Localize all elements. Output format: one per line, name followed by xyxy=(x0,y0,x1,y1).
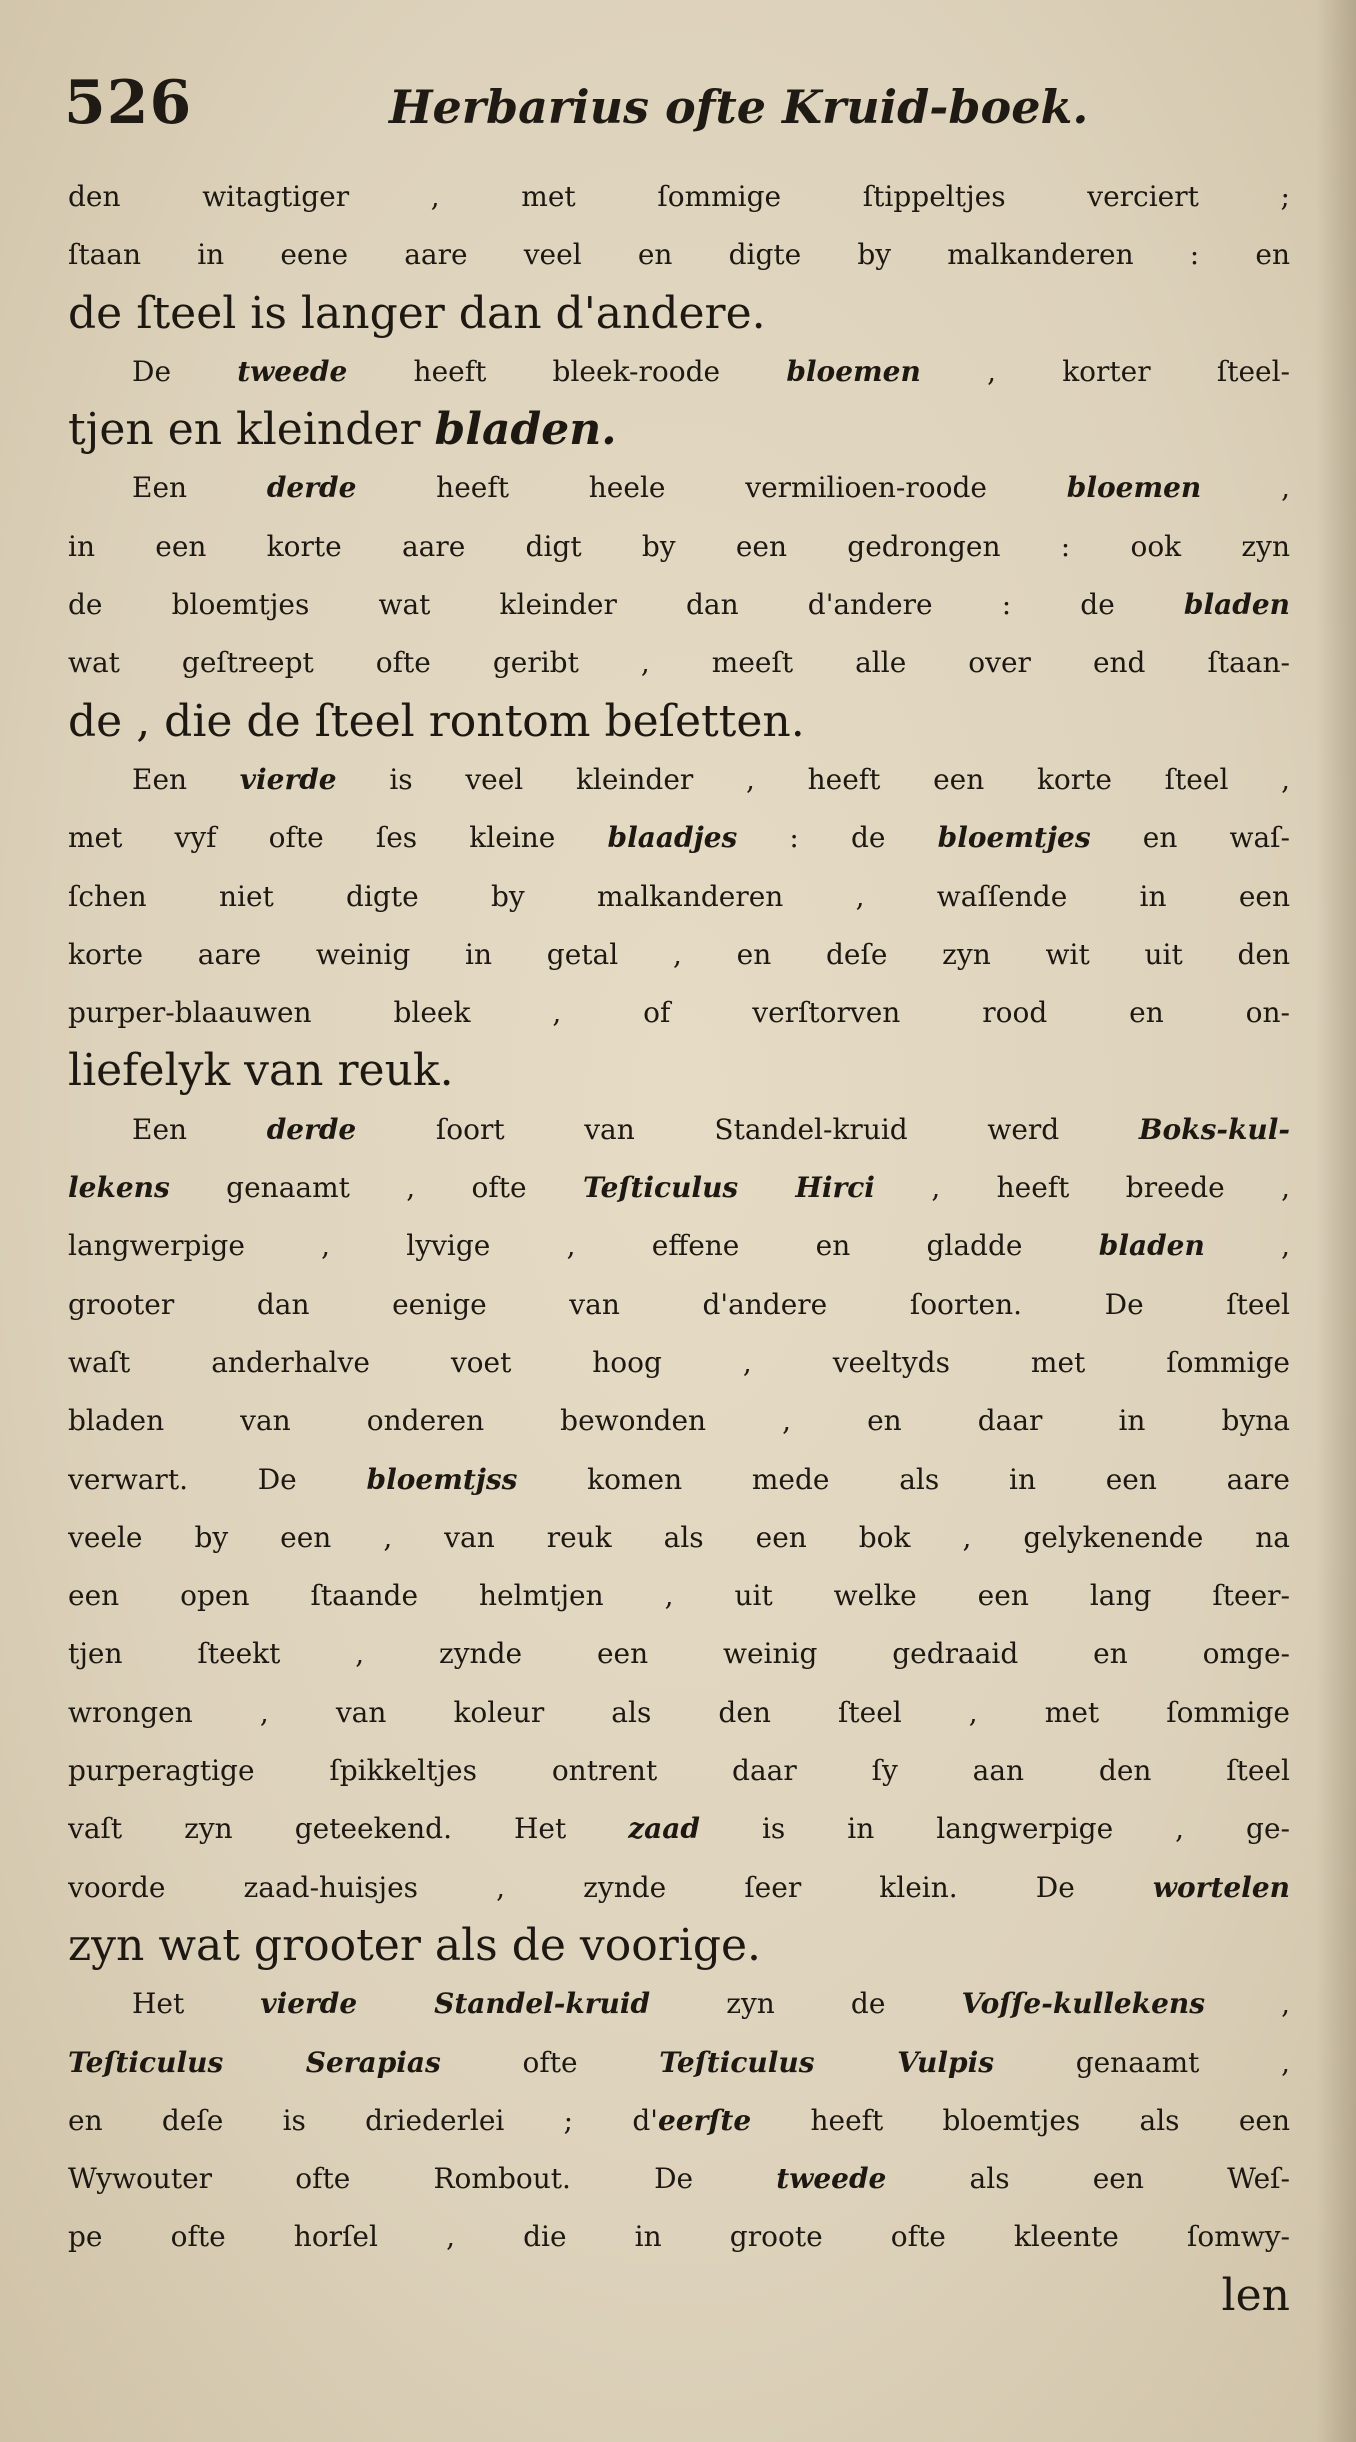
text-line xyxy=(68,285,1290,343)
text-line xyxy=(68,1101,1290,1159)
italic-term: Teſticulus Hirci xyxy=(582,1171,875,1205)
page-header xyxy=(64,68,1284,158)
text-run: , korter ſteel- xyxy=(920,354,1290,388)
italic-term: Boks-kul- xyxy=(1138,1112,1290,1146)
text-run: ſoort van Standel-kruid werd xyxy=(356,1112,1139,1146)
text-line xyxy=(68,401,1290,459)
italic-term: derde xyxy=(266,1112,357,1146)
text-line xyxy=(68,576,1290,634)
text-run: de bloemtjes wat kleinder dan d'andere : de xyxy=(68,588,1184,622)
text-run: komen mede als in een aare xyxy=(517,1462,1290,1496)
text-run: wat geſtreept ofte geribt , meeſt alle over end ſtaan- xyxy=(68,646,1290,680)
text-run: wrongen , van koleur als den ſteel , met ſommige xyxy=(68,1695,1290,1729)
italic-term: bloemen xyxy=(786,354,921,388)
text-line xyxy=(68,1684,1290,1742)
text-line xyxy=(68,1800,1290,1858)
text-line xyxy=(68,2150,1290,2208)
text-line xyxy=(68,809,1290,867)
text-run: De xyxy=(132,354,238,388)
text-line xyxy=(68,751,1290,809)
italic-term: zaad xyxy=(628,1812,700,1846)
text-line xyxy=(68,926,1290,984)
text-run: , xyxy=(1204,1229,1290,1263)
italic-term: Voſſe-kullekens xyxy=(961,1987,1206,2021)
text-run: tjen ſteekt , zynde een weinig gedraaid en omge- xyxy=(68,1637,1290,1671)
italic-term: derde xyxy=(266,471,357,505)
text-line xyxy=(68,1625,1290,1683)
italic-term: bladen. xyxy=(434,404,617,456)
text-run: is in langwerpige , ge- xyxy=(699,1812,1290,1846)
text-run: veele by een , van reuk als een bok , gelykenende na xyxy=(68,1520,1290,1554)
text-run: en waſ- xyxy=(1090,821,1290,855)
italic-term: lekens xyxy=(68,1171,170,1205)
text-run: met vyf ofte ſes kleine xyxy=(68,821,608,855)
text-run: Een xyxy=(132,471,267,505)
running-title: Herbarius ofte Kruid-boek. xyxy=(389,80,1089,134)
page-gutter-shadow xyxy=(1316,0,1356,2442)
italic-term: wortelen xyxy=(1152,1870,1290,1904)
text-line xyxy=(68,2092,1290,2150)
text-run: ofte xyxy=(440,2045,660,2079)
text-line xyxy=(68,226,1290,284)
italic-term: Teſticulus Vulpis xyxy=(659,2045,994,2079)
text-run: de , die de ſteel rontom beſetten. xyxy=(68,695,805,747)
text-line xyxy=(68,693,1290,751)
text-line xyxy=(68,1917,1290,1975)
text-run: is veel kleinder , heeft een korte ſteel , xyxy=(336,762,1290,796)
text-line xyxy=(68,168,1290,226)
text-line xyxy=(68,1334,1290,1392)
text-line xyxy=(68,518,1290,576)
text-run: waſt anderhalve voet hoog , veeltyds met ſommige xyxy=(68,1345,1290,1379)
text-run: vaſt zyn geteekend. Het xyxy=(68,1812,629,1846)
text-run: liefelyk van reuk. xyxy=(68,1045,454,1097)
text-run: heeft bloemtjes als een xyxy=(751,2103,1290,2137)
italic-term: bloemtjes xyxy=(937,821,1091,855)
text-run: een open ſtaande helmtjen , uit welke een lang ſteer- xyxy=(68,1579,1290,1613)
text-run: voorde zaad-huisjes , zynde ſeer klein. De xyxy=(68,1870,1153,1904)
text-line xyxy=(68,1859,1290,1917)
text-run: Een xyxy=(132,762,240,796)
italic-term: Teſticulus Serapias xyxy=(68,2045,441,2079)
text-line xyxy=(68,868,1290,926)
text-run: grooter dan eenige van d'andere ſoorten. De ſteel xyxy=(68,1287,1290,1321)
text-run: Wywouter ofte Rombout. De xyxy=(68,2162,777,2196)
text-line xyxy=(68,1159,1290,1217)
italic-term: bladen xyxy=(1098,1229,1205,1263)
italic-term: eerſte xyxy=(658,2103,752,2137)
text-run: genaamt , xyxy=(993,2045,1290,2079)
text-line xyxy=(68,459,1290,517)
text-line xyxy=(68,1567,1290,1625)
italic-term: bladen xyxy=(1183,588,1290,622)
text-line xyxy=(68,1509,1290,1567)
text-line xyxy=(68,1276,1290,1334)
text-run: langwerpige , lyvige , effene en gladde xyxy=(68,1229,1099,1263)
text-run: zyn de xyxy=(650,1987,962,2021)
text-line xyxy=(68,1042,1290,1100)
text-run: Het xyxy=(132,1987,261,2021)
text-line xyxy=(68,2208,1290,2266)
text-run: genaamt , ofte xyxy=(169,1171,583,1205)
text-run: verwart. De xyxy=(68,1462,367,1496)
text-line xyxy=(68,1392,1290,1450)
body-text xyxy=(68,168,1290,2325)
text-run: korte aare weinig in getal , en deſe zyn wit uit den xyxy=(68,937,1290,971)
text-run: pe ofte horſel , die in groote ofte kleente ſomwy- xyxy=(68,2220,1290,2254)
text-line xyxy=(68,1742,1290,1800)
text-run: als een Weſ- xyxy=(886,2162,1290,2196)
italic-term: tweede xyxy=(237,354,348,388)
text-line xyxy=(68,1451,1290,1509)
italic-term: bloemen xyxy=(1066,471,1202,505)
text-line xyxy=(68,984,1290,1042)
text-run: , heeft breede , xyxy=(874,1171,1290,1205)
text-run: purper-blaauwen bleek , of verſtorven rood en on- xyxy=(68,996,1290,1030)
text-run: den witagtiger , met ſommige ſtippeltjes verciert ; xyxy=(68,180,1290,213)
text-run: , xyxy=(1205,1987,1290,2021)
text-run: : de xyxy=(737,821,938,855)
text-line xyxy=(68,634,1290,692)
italic-term: tweede xyxy=(776,2162,887,2196)
italic-term: vierde Standel-kruid xyxy=(260,1987,651,2021)
text-line xyxy=(68,343,1290,401)
text-line xyxy=(68,1975,1290,2033)
text-run: heeft bleek-roode xyxy=(347,354,787,388)
italic-term: bloemtjss xyxy=(366,1462,518,1496)
text-run: , xyxy=(1201,471,1290,505)
page-number: 526 xyxy=(64,68,193,138)
text-run: tjen en kleinder xyxy=(68,404,435,456)
text-run: zyn wat grooter als de voorige. xyxy=(68,1919,762,1971)
text-line xyxy=(68,2034,1290,2092)
text-run: ſtaan in eene aare veel en digte by malkanderen : en xyxy=(68,238,1290,272)
text-run: purperagtige ſpikkeltjes ontrent daar ſy aan den ſteel xyxy=(68,1754,1290,1788)
italic-term: blaadjes xyxy=(607,821,738,855)
text-run: ſchen niet digte by malkanderen , waſſende in een xyxy=(68,879,1290,913)
catchword: len xyxy=(1221,2269,1290,2321)
text-run: in een korte aare digt by een gedrongen : ook zyn xyxy=(68,529,1290,563)
text-line xyxy=(68,1217,1290,1275)
text-run: de ſteel is langer dan d'andere. xyxy=(68,287,766,339)
text-run: bladen van onderen bewonden , en daar in byna xyxy=(68,1404,1290,1438)
italic-term: vierde xyxy=(239,762,337,796)
text-run: Een xyxy=(132,1112,267,1146)
text-run: en deſe is driederlei ; d' xyxy=(68,2103,658,2137)
text-run: heeft heele vermilioen-roode xyxy=(356,471,1067,505)
